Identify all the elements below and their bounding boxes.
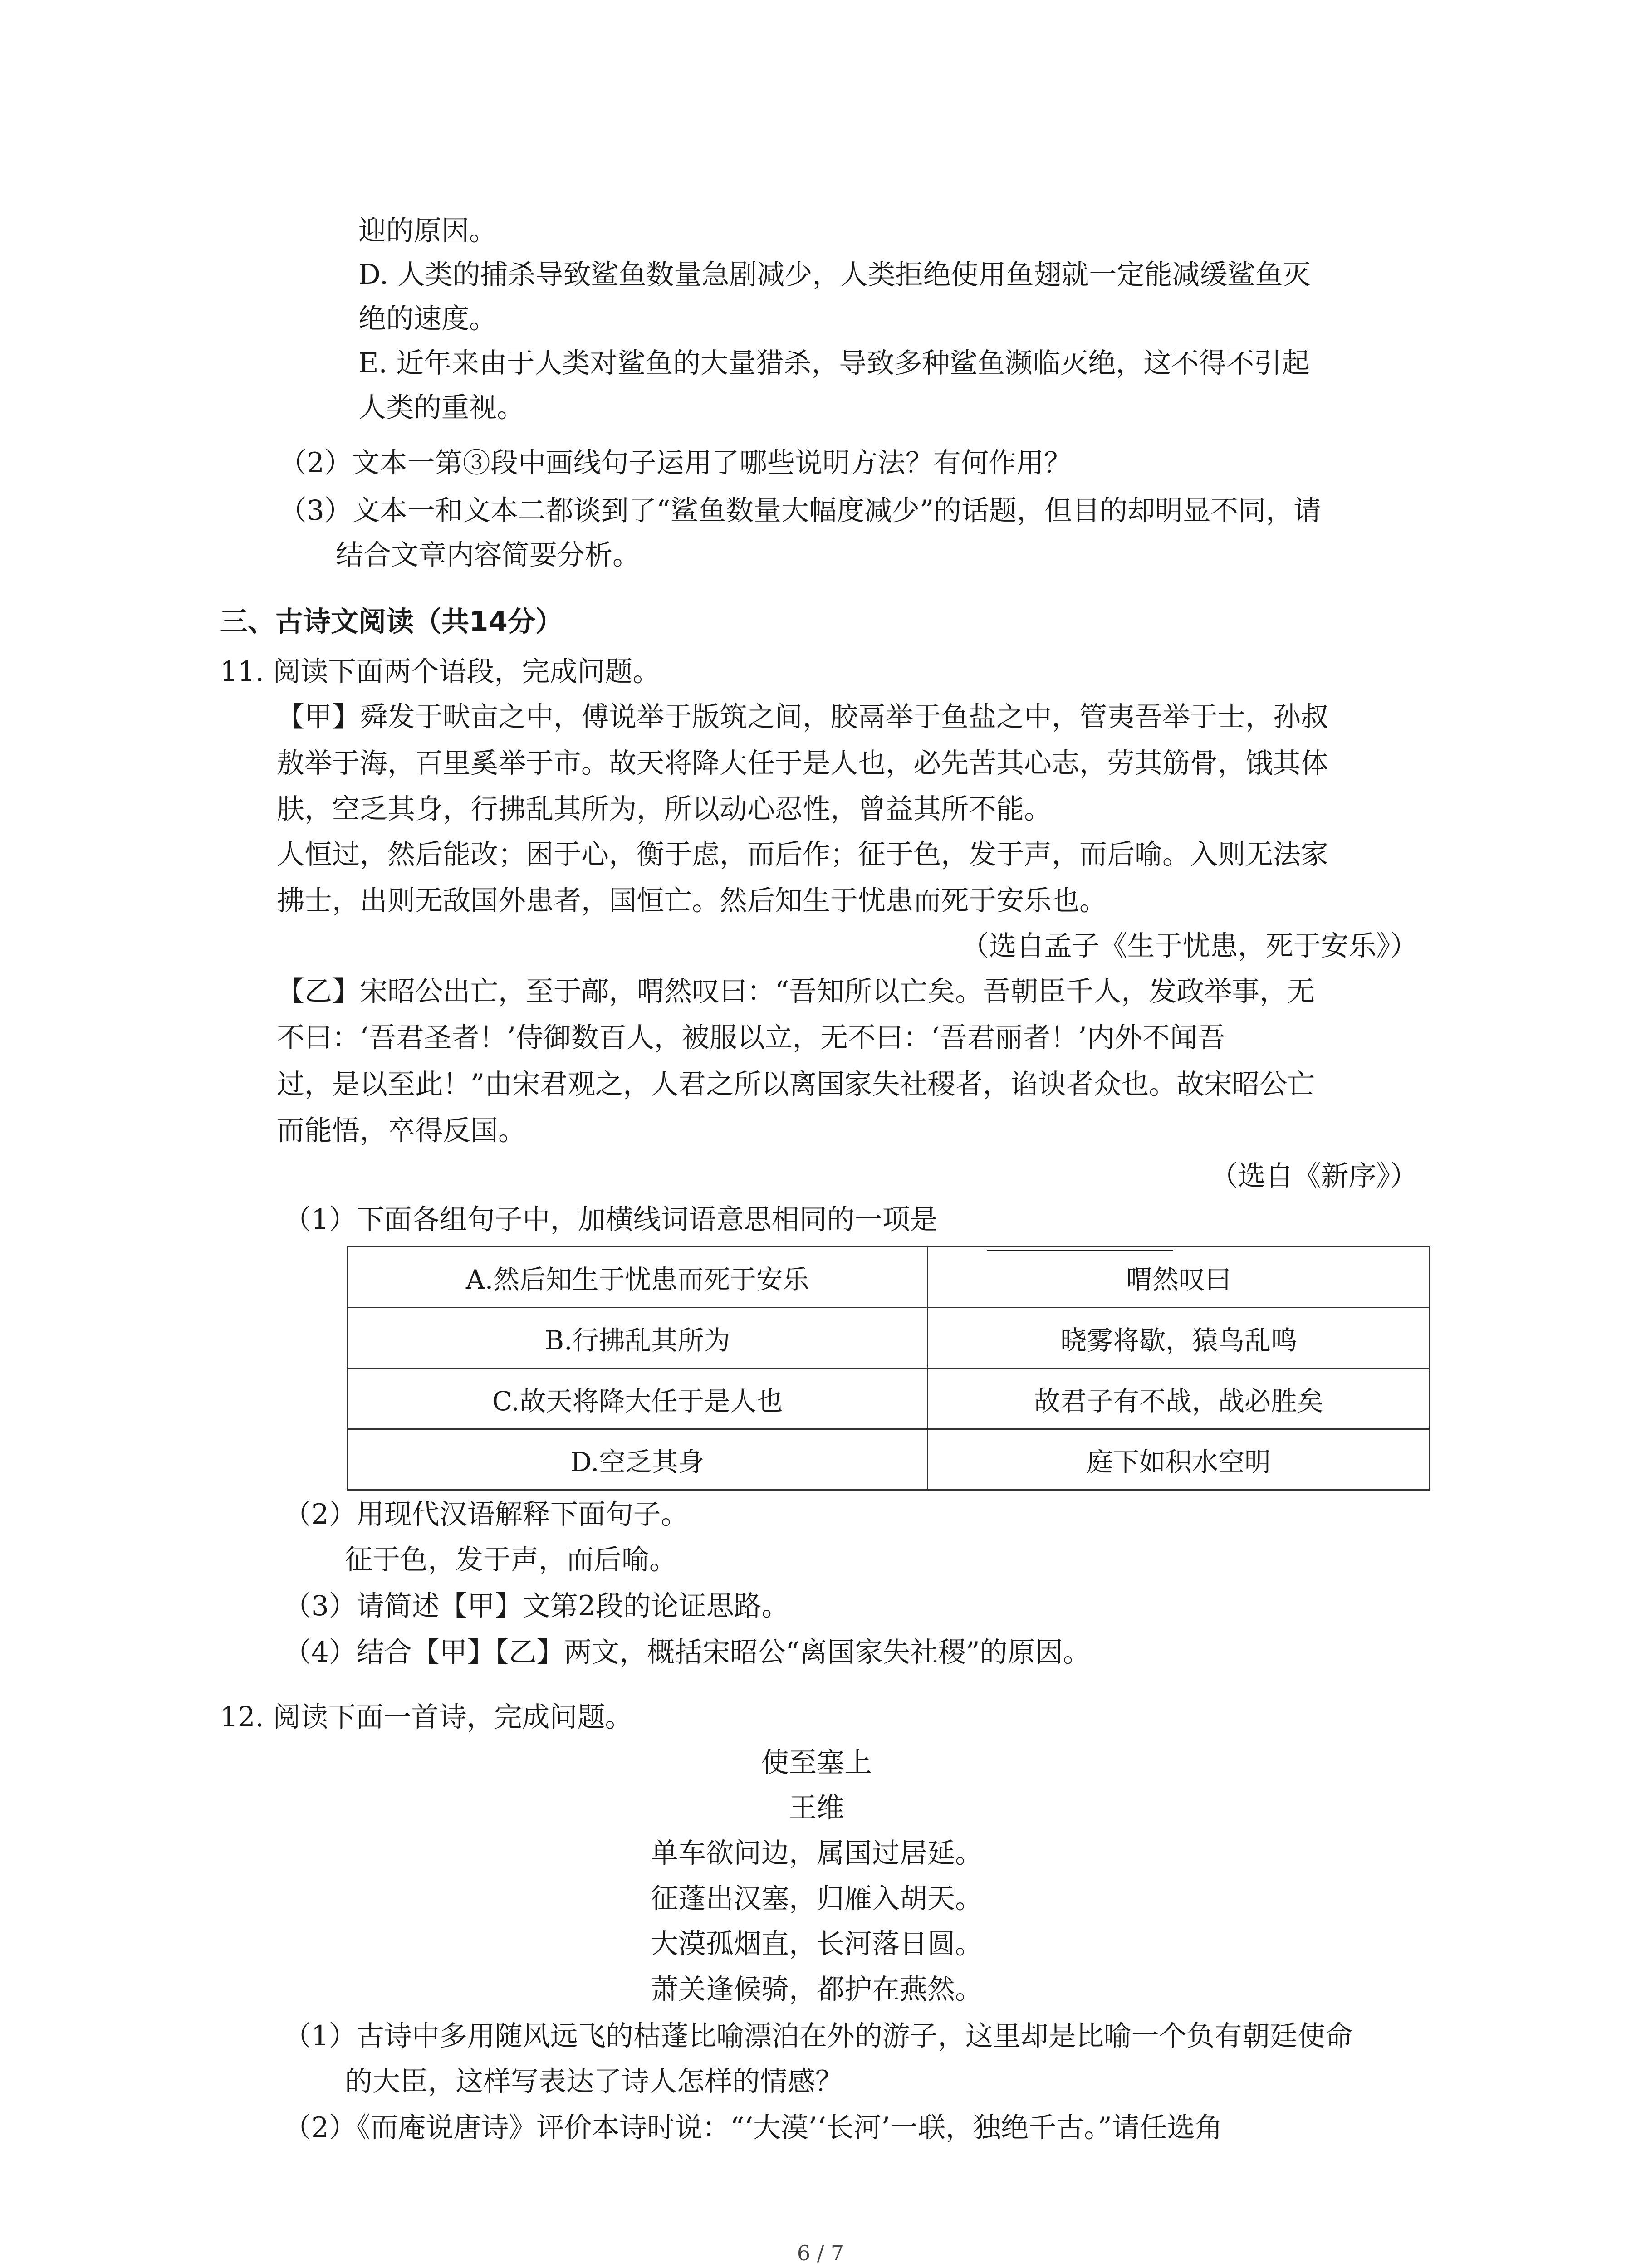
option-e-line1: E. 近年来由于人类对鲨鱼的大量猎杀，导致多种鲨鱼濒临灭绝，这不得不引起 (358, 347, 1310, 379)
passage-yi-line: 而能悟，卒得反国。 (277, 1114, 526, 1147)
table-cell: 庭下如积水空明 (928, 1429, 1430, 1490)
table-row (348, 1429, 1430, 1490)
passage-jia-line: 肤，空乏其身，行拂乱其所为，所以动心忍性，曾益其所不能。 (277, 793, 1052, 825)
passage-jia-line: 拂士，出则无敌国外患者，国恒亡。然后知生于忧患而死于安乐也。 (277, 885, 1107, 917)
passage-jia-line: 人恒过，然后能改；困于心，衡于虑，而后作；征于色，发于声，而后喻。入则无法家 (277, 838, 1329, 870)
question-11-4: （4）结合【甲】【乙】两文，概括宋昭公“离国家失社稷”的原因。 (284, 1636, 1091, 1668)
passage-yi-line: 【乙】宋昭公出亡，至于鄗，喟然叹曰：“吾知所以亡矣。吾朝臣千人，发政举事，无 (277, 975, 1315, 1007)
page-number: 6 / 7 (797, 2241, 844, 2265)
question-11-1: （1）下面各组句子中，加横线词语意思相同的一项是 (284, 1203, 938, 1236)
poem-line: 萧关逢候骑，都护在燕然。 (650, 1973, 983, 2005)
poem-line: 征蓬出汉塞，归雁入胡天。 (650, 1882, 983, 1915)
table-cell: 喟然叹曰 (928, 1247, 1430, 1308)
question-11-2: （2）用现代汉语解释下面句子。 (284, 1498, 689, 1530)
option-d-line1: D. 人类的捕杀导致鲨鱼数量急剧减少，人类拒绝使用鱼翅就一定能减缓鲨鱼灭 (358, 259, 1311, 291)
table-cell: A.然后知生于忧患而死于安乐 (348, 1247, 928, 1308)
question-11-intro: 11. 阅读下面两个语段，完成问题。 (220, 655, 661, 688)
passage-jia-source: （选自孟子《生于忧患，死于安乐》） (961, 930, 1418, 962)
table-row (348, 1247, 1430, 1308)
section-title: 三、古诗文阅读（共14分） (220, 606, 563, 638)
table-row (348, 1369, 1430, 1429)
passage-jia-line: 【甲】舜发于畎亩之中，傅说举于版筑之间，胶鬲举于鱼盐之中，管夷吾举于士，孙叔 (277, 701, 1329, 733)
passage-jia-line: 敖举于海，百里奚举于市。故天将降大任于是人也，必先苦其心志，劳其筋骨，饿其体 (277, 747, 1329, 779)
passage-yi-line: 不曰：‘吾君圣者！’侍御数百人，被服以立，无不曰：‘吾君丽者！’内外不闻吾 (277, 1022, 1225, 1054)
table-cell: 晓雾将歇，猿鸟乱鸣 (928, 1308, 1430, 1369)
poem-line: 大漠孤烟直，长河落日圆。 (650, 1928, 983, 1960)
question-10-3-line1: （3）文本一和文本二都谈到了“鲨鱼数量大幅度减少”的话题，但目的却明显不同，请 (279, 494, 1322, 527)
poem-author: 王维 (789, 1792, 844, 1824)
table-row (348, 1308, 1430, 1369)
question-10-3-line2: 结合文章内容简要分析。 (336, 539, 641, 571)
question-12-1-line2: 的大臣，这样写表达了诗人怎样的情感？ (345, 2065, 843, 2097)
poem-title: 使至塞上 (761, 1746, 872, 1779)
passage-yi-source: （选自《新序》） (1210, 1160, 1418, 1192)
question-11-2-sentence: 征于色，发于声，而后喻。 (345, 1544, 677, 1576)
option-d-line2: 绝的速度。 (358, 303, 497, 335)
question-12-2: （2）《而庵说唐诗》评价本诗时说：“‘大漠’‘长河’一联，独绝千古。”请任选角 (284, 2112, 1223, 2144)
option-e-line2: 人类的重视。 (358, 391, 525, 424)
table-cell: B.行拂乱其所为 (348, 1308, 928, 1369)
question-12-1-line1: （1）古诗中多用随风远飞的枯蓬比喻漂泊在外的游子，这里却是比喻一个负有朝廷使命 (284, 2020, 1353, 2052)
table-cell: 故君子有不战，战必胜矣 (928, 1369, 1430, 1429)
option-c-tail: 迎的原因。 (358, 215, 497, 247)
question-12-intro: 12. 阅读下面一首诗，完成问题。 (220, 1701, 633, 1733)
question-11-3: （3）请简述【甲】文第2段的论证思路。 (284, 1590, 789, 1622)
passage-yi-line: 过，是以至此！”由宋君观之，人君之所以离国家失社稷者，谄谀者众也。故宋昭公亡 (277, 1068, 1315, 1100)
question-10-2: （2）文本一第③段中画线句子运用了哪些说明方法？有何作用？ (279, 447, 1072, 479)
options-table (347, 1246, 1430, 1491)
table-cell: C.故天将降大任于是人也 (348, 1369, 928, 1429)
table-cell: D.空乏其身 (348, 1429, 928, 1490)
poem-line: 单车欲问边，属国过居延。 (650, 1837, 983, 1869)
